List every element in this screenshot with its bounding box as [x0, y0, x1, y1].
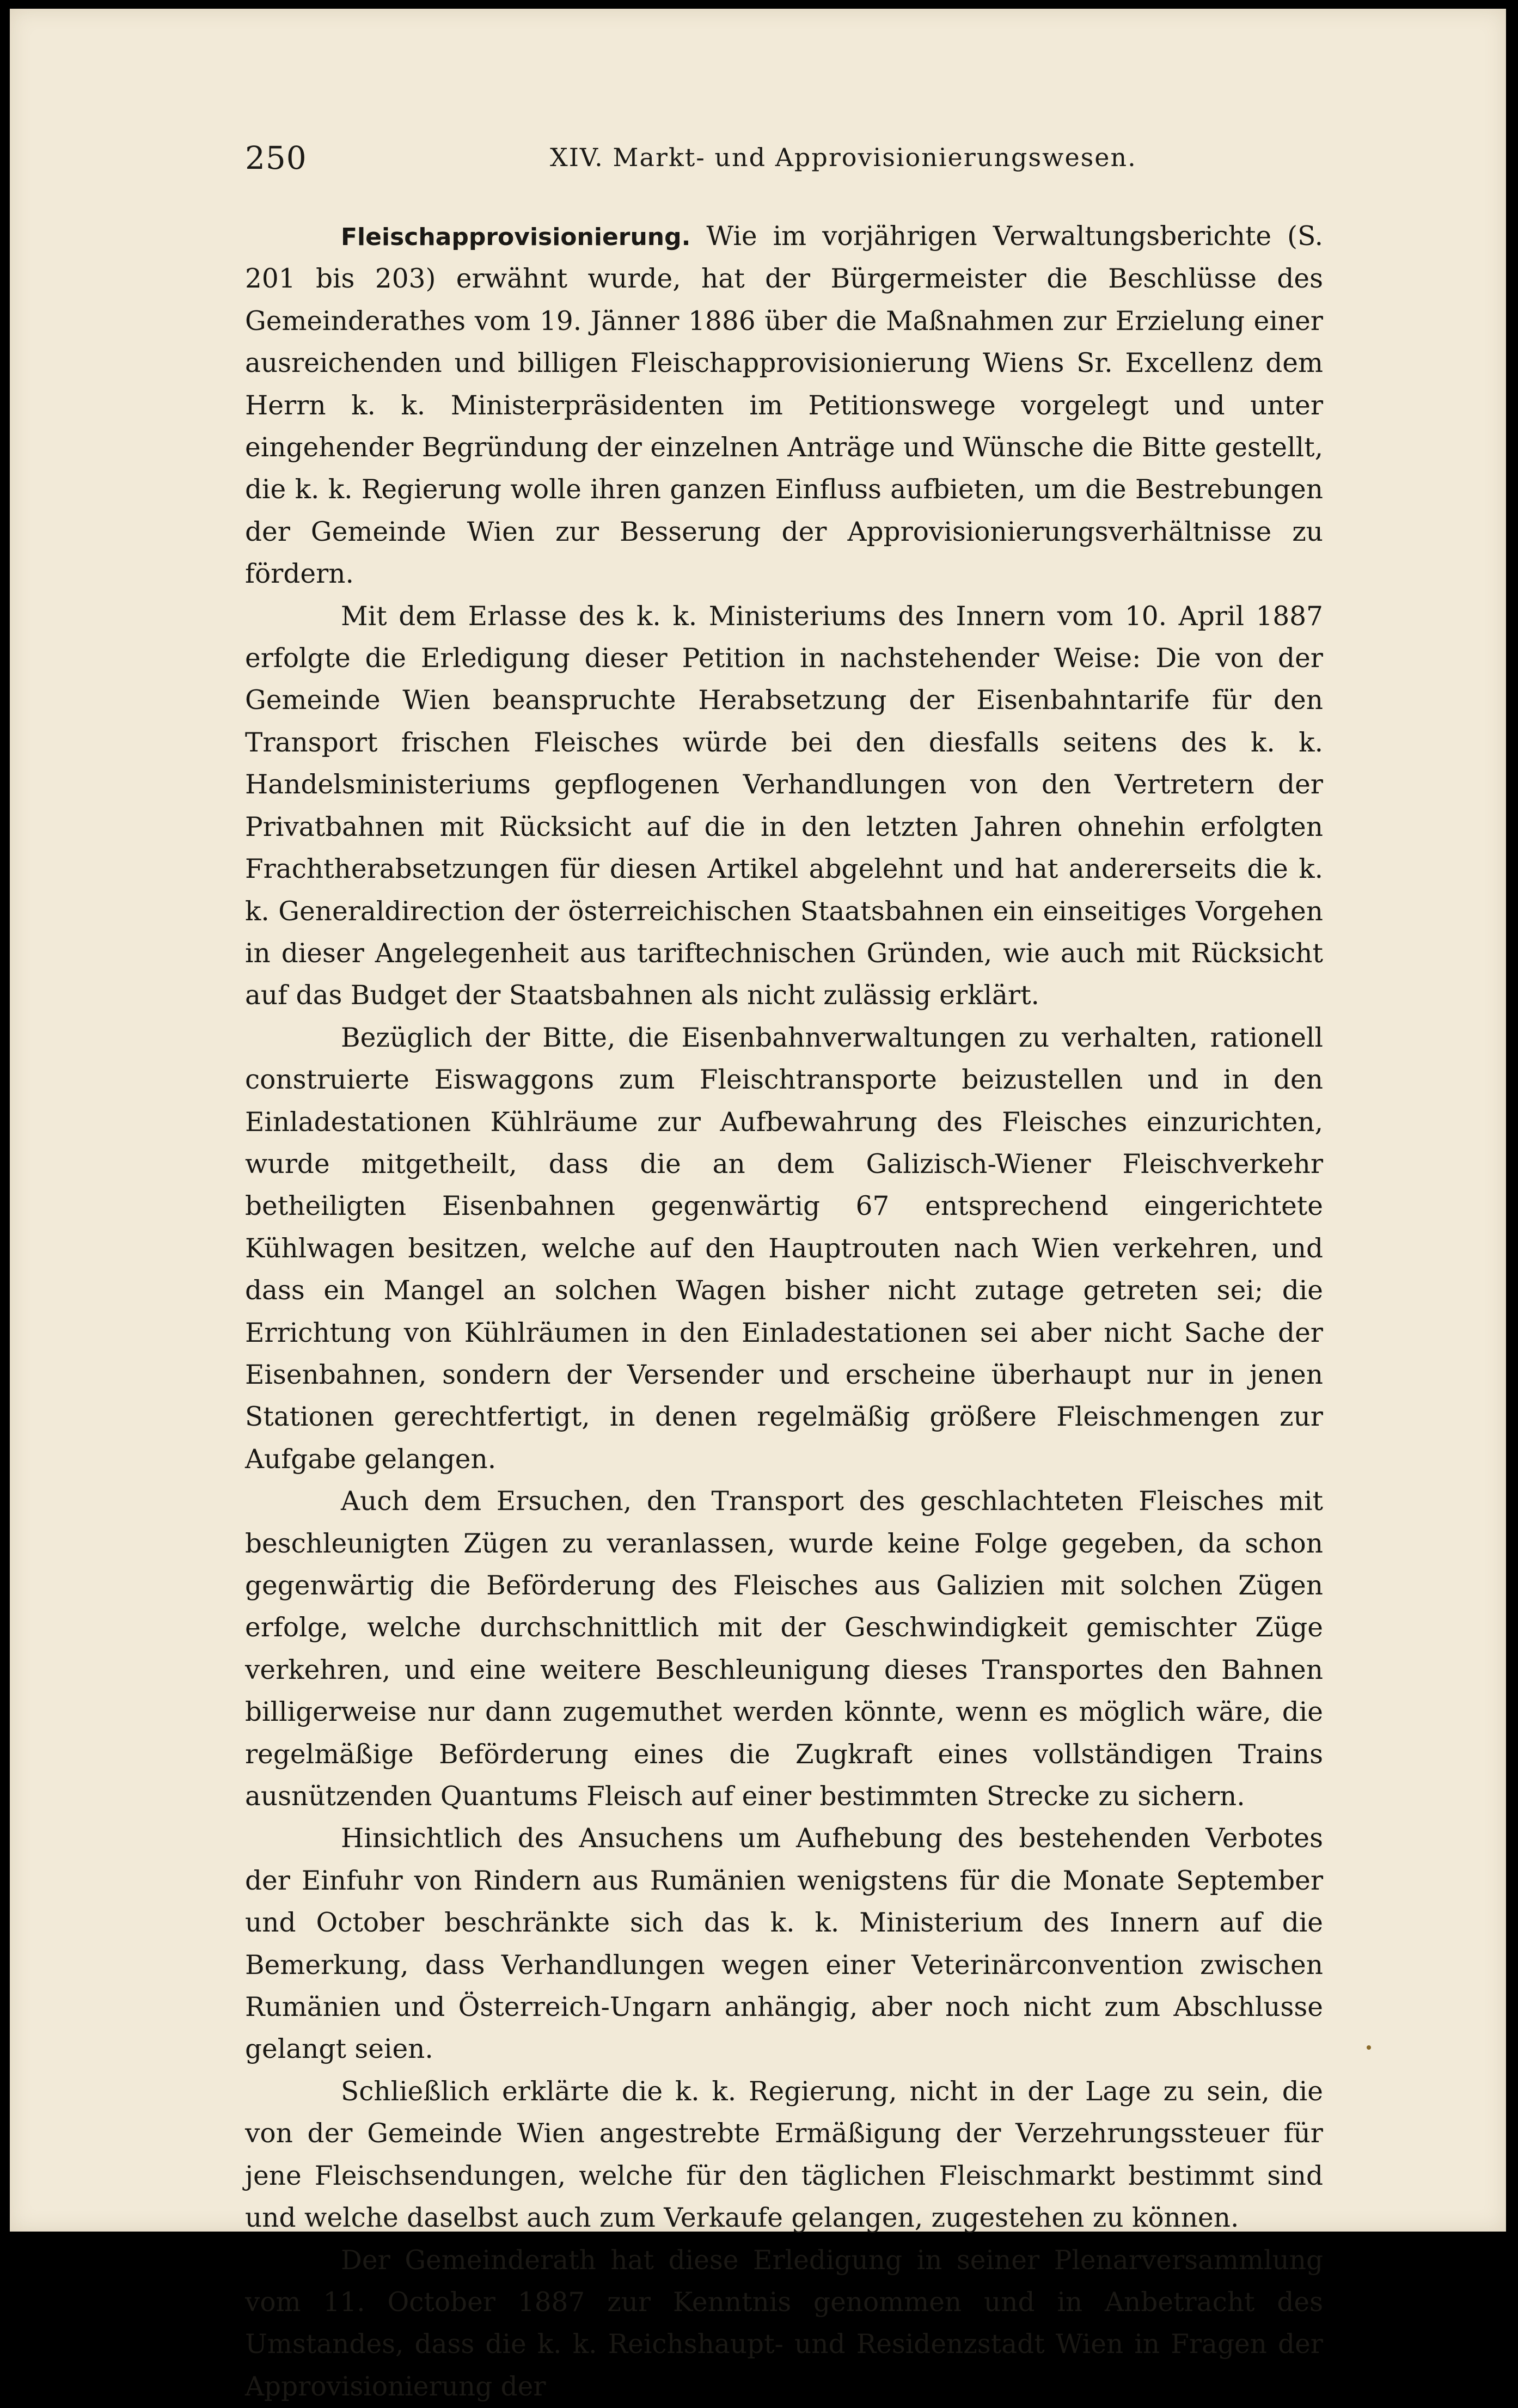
running-title: XIV. Markt- und Approvisionierungswesen. — [550, 143, 1137, 172]
body-text — [245, 216, 1323, 2408]
paragraph: Der Gemeinderath hat diese Erledigung in seiner Plenarversammlung vom 11. October 1887 zur Kenntnis genommen und in Anbetracht des Umstandes, dass die k. k. Reichshaupt- und Residenzstadt Wien in Fragen der Approvisionierung der — [245, 2240, 1323, 2408]
page-number: 250 — [245, 139, 307, 176]
paragraph: Bezüglich der Bitte, die Eisenbahnverwaltungen zu verhalten, rationell construierte Eiswaggons zum Fleischtransporte beizustellen und in den Einladestationen Kühlräume zur Aufbewahrung des Fleisches einzurichten, wurde mitgetheilt, dass die an dem Galizisch-Wiener Fleischverkehr betheiligten Eisenbahnen gegenwärtig 67 entsprechend eingerichtete Kühlwagen besitzen, welche auf den Hauptrouten nach Wien verkehren, und dass ein Mangel an solchen Wagen bisher nicht zutage getreten sei; die Errichtung von Kühlräumen in den Einladestationen sei aber nicht Sache der Eisenbahnen, sondern der Versender und erscheine überhaupt nur in jenen Stationen gerechtfertigt, in denen regelmäßig größere Fleischmengen zur Aufgabe gelangen. — [245, 1017, 1323, 1481]
paragraph — [245, 216, 1323, 596]
page-header — [245, 139, 1323, 188]
scanned-page — [10, 9, 1506, 2232]
ink-spot — [1367, 2045, 1371, 2050]
paragraph: Schließlich erklärte die k. k. Regierung, nicht in der Lage zu sein, die von der Gemeinde Wien angestrebte Ermäßigung der Verzehrungssteuer für jene Fleischsendungen, welche für den täglichen Fleischmarkt bestimmt sind und welche daselbst auch zum Verkaufe gelangen, zugestehen zu können. — [245, 2071, 1323, 2240]
paragraph: Auch dem Ersuchen, den Transport des geschlachteten Fleisches mit beschleunigten Zügen zu veranlassen, wurde keine Folge gegeben, da schon gegenwärtig die Beförderung des Fleisches aus Galizien mit solchen Zügen erfolge, welche durchschnittlich mit der Geschwindigkeit gemischter Züge verkehren, und eine weitere Beschleunigung dieses Transportes den Bahnen billigerweise nur dann zugemuthet werden könnte, wenn es möglich wäre, die regelmäßige Beförderung eines die Zugkraft eines vollständigen Trains ausnützenden Quantums Fleisch auf einer bestimmten Strecke zu sichern. — [245, 1481, 1323, 1818]
paragraph: Mit dem Erlasse des k. k. Ministeriums des Innern vom 10. April 1887 erfolgte die Erledigung dieser Petition in nachstehender Weise: Die von der Gemeinde Wien beanspruchte Herabsetzung der Eisenbahntarife für den Transport frischen Fleisches würde bei den diesfalls seitens des k. k. Handelsministeriums gepflogenen Verhandlungen von den Vertretern der Privatbahnen mit Rücksicht auf die in den letzten Jahren ohnehin erfolgten Frachtherabsetzungen für diesen Artikel abgelehnt und hat andererseits die k. k. Generaldirection der österreichischen Staatsbahnen ein einseitiges Vorgehen in dieser Angelegenheit aus tariftechnischen Gründen, wie auch mit Rücksicht auf das Budget der Staatsbahnen als nicht zulässig erklärt. — [245, 596, 1323, 1017]
paragraph-lead-heading: Fleischapprovisionierung. — [341, 223, 690, 251]
paragraph-text: Wie im vorjährigen Verwaltungsberichte (S. 201 bis 203) erwähnt wurde, hat der Bürgermeister die Beschlüsse des Gemeinderathes vom 19. Jänner 1886 über die Maßnahmen zur Erzielung einer ausreichenden und billigen Fleischapprovisionierung Wiens Sr. Excellenz dem Herrn k. k. Ministerpräsidenten im Petitionswege vorgelegt und unter eingehender Begründung der einzelnen Anträge und Wünsche die Bitte gestellt, die k. k. Regierung wolle ihren ganzen Einfluss aufbieten, um die Bestrebungen der Gemeinde Wien zur Besserung der Approvisionierungsverhältnisse zu fördern. — [245, 221, 1323, 589]
paragraph: Hinsichtlich des Ansuchens um Aufhebung des bestehenden Verbotes der Einfuhr von Rindern aus Rumänien wenigstens für die Monate September und October beschränkte sich das k. k. Ministerium des Innern auf die Bemerkung, dass Verhandlungen wegen einer Veterinärconvention zwischen Rumänien und Österreich-Ungarn anhängig, aber noch nicht zum Abschlusse gelangt seien. — [245, 1818, 1323, 2070]
